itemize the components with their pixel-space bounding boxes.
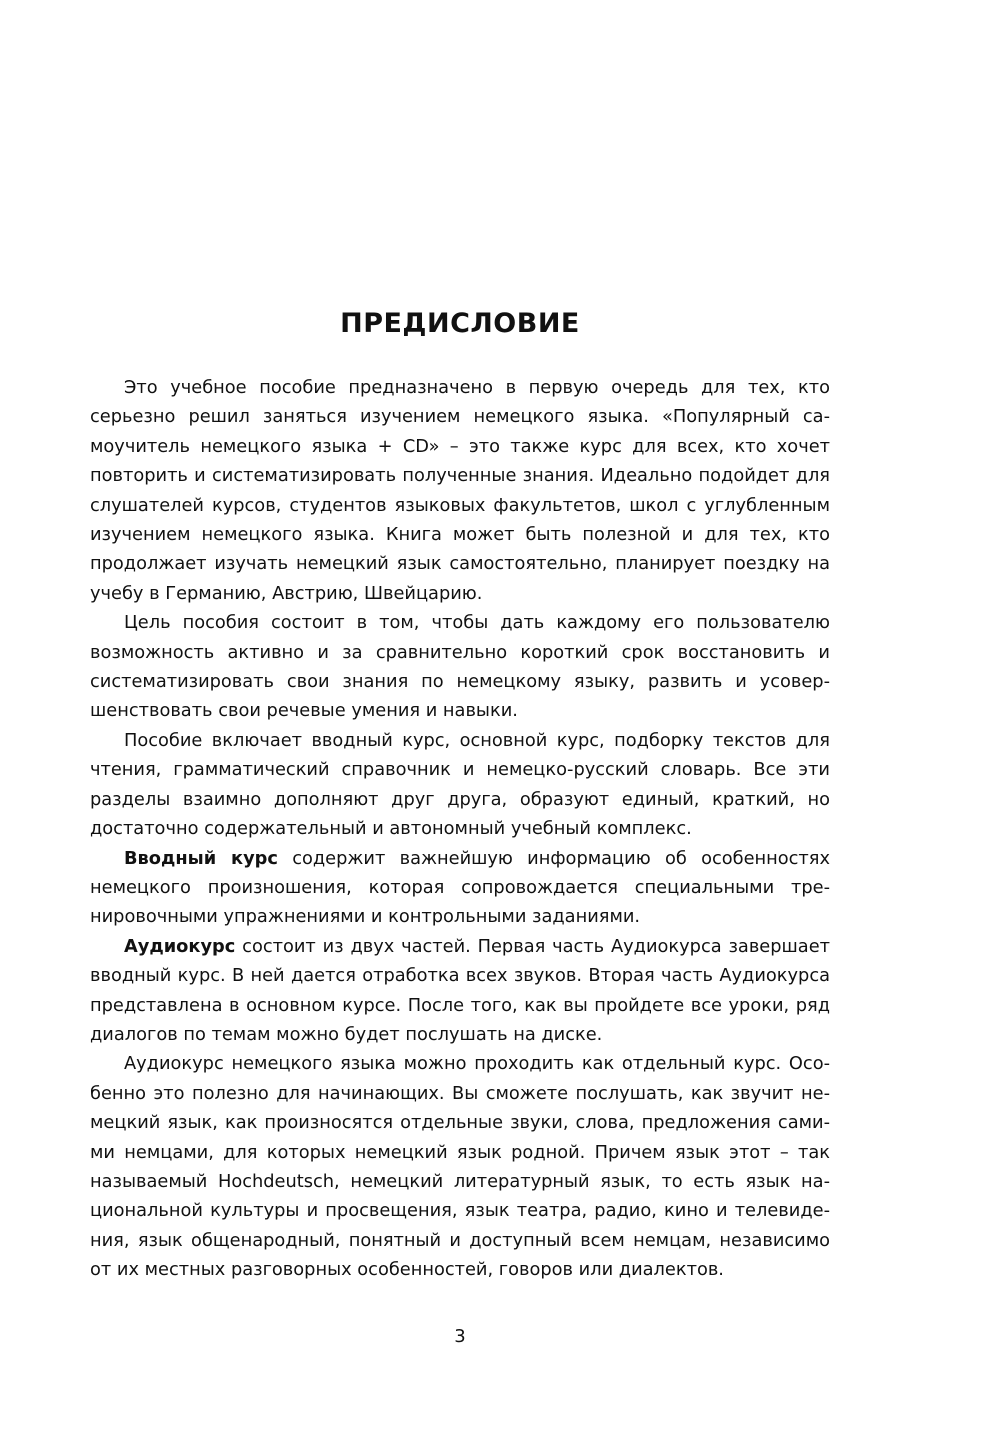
paragraph-intro-course bbox=[90, 844, 830, 932]
paragraph-audio-details bbox=[90, 1049, 830, 1284]
paragraph-intro bbox=[90, 373, 830, 608]
paragraph-audio-course bbox=[90, 932, 830, 1050]
preface-body bbox=[90, 373, 830, 1285]
paragraph-contents bbox=[90, 726, 830, 844]
paragraph-text: состоит из двух частей. Первая часть Аудиокурса завершает вводный курс. В ней дается отработка всех звуков. Вторая часть Аудиокурса представлена в основном курсе. После того, как вы пройдете все уроки, ряд диалогов по темам можно будет послушать на диске. bbox=[90, 935, 830, 1045]
paragraph-goal bbox=[90, 608, 830, 726]
paragraph-text: Аудиокурс немецкого языка можно проходить как отдельный курс. Особенно это полезно для начинающих. Вы сможете послушать, как звучит немецкий язык, как произносятся отдельные звуки, слова, предложения самими немцами, для которых немецкий язык родной. Причем язык этот – так называемый Hochdeutsch, немецкий литературный язык, то есть язык национальной культуры и просвещения, язык театра, радио, кино и телевидения, язык общенародный, понятный и доступный всем немцам, независимо от их местных разговорных особенностей, говоров или диалектов. bbox=[90, 1053, 830, 1281]
paragraph-lead: Вводный курс bbox=[124, 847, 278, 869]
paragraph-text: Пособие включает вводный курс, основной курс, подборку текстов для чтения, грамматический справочник и немецко-русский словарь. Все эти разделы взаимно дополняют друг друга, образуют единый, краткий, но достаточно содержательный и автономный учебный комплекс. bbox=[90, 729, 830, 840]
paragraph-lead: Аудиокурс bbox=[124, 935, 236, 957]
page-number: 3 bbox=[454, 1326, 466, 1347]
paragraph-text: Цель пособия состоит в том, чтобы дать каждому его пользователю возможность активно и за сравнительно короткий срок восстановить и систематизировать свои знания по немецкому языку, развить и усовершенствовать свои речевые умения и навыки. bbox=[90, 612, 830, 722]
page-title: ПРЕДИСЛОВИЕ bbox=[340, 308, 580, 339]
paragraph-text: содержит важнейшую информацию об особенностях немецкого произношения, которая сопровождается специальными тренировочными упражнениями и контрольными заданиями. bbox=[90, 847, 830, 928]
paragraph-text: Это учебное пособие предназначено в первую очередь для тех, кто серьезно решил заняться изучением немецкого языка. «Популярный самоучитель немецкого языка + CD» – это также курс для всех, кто хочет повторить и систематизировать полученные знания. Идеально подойдет для слушателей курсов, студентов языковых факультетов, школ с углубленным изучением немецкого языка. Книга может быть полезной и для тех, кто продолжает изучать немецкий язык самостоятельно, планирует поездку на учебу в Германию, Австрию, Швейцарию. bbox=[90, 377, 830, 604]
